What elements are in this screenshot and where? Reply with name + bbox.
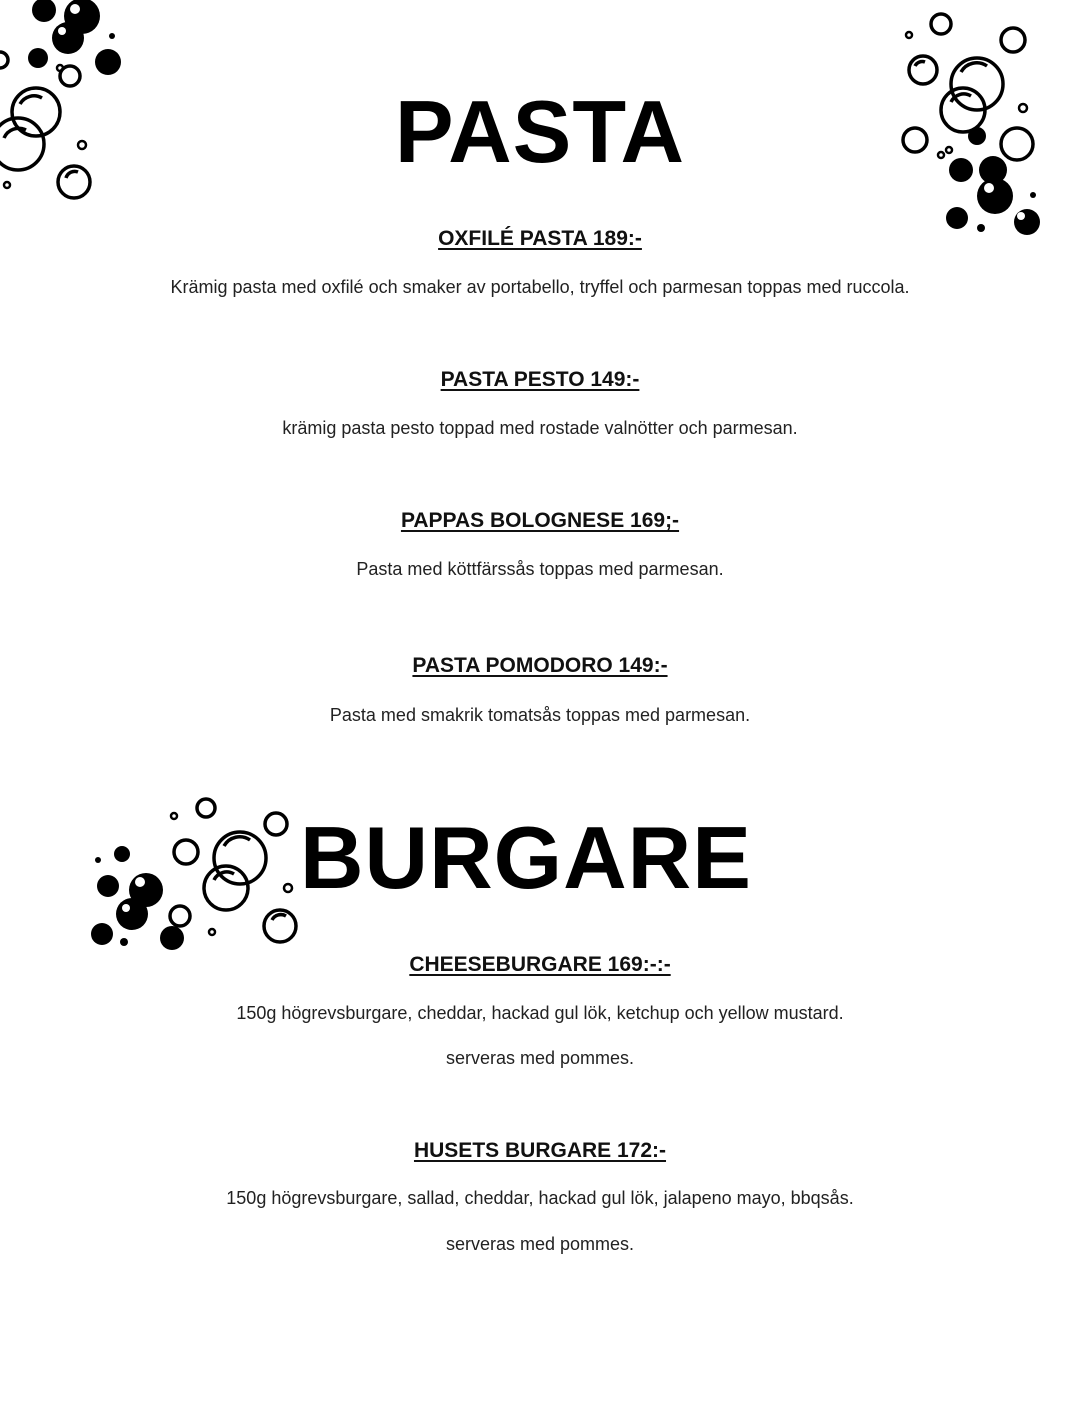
burgare-section-title: BURGARE	[300, 808, 752, 907]
pasta-section-title: PASTA	[394, 82, 686, 181]
menu-item-name: CHEESEBURGARE 169:-:-	[409, 953, 671, 976]
menu-item-name: PAPPAS BOLOGNESE 169;-	[400, 509, 680, 532]
menu-item-name: PASTA POMODORO 149:-	[412, 654, 668, 677]
menu-item-name: PASTA PESTO 149:-	[440, 368, 640, 391]
menu-item-description: 150g högrevsburgare, cheddar, hackad gul lök, ketchup och yellow mustard.	[236, 1003, 844, 1023]
menu-item-description: Pasta med köttfärssås toppas med parmesan.	[356, 559, 724, 579]
menu-item-name: HUSETS BURGARE 172:-	[413, 1139, 667, 1162]
menu-item-note: serveras med pommes.	[445, 1048, 635, 1068]
menu-item-description: 150g högrevsburgare, sallad, cheddar, hackad gul lök, jalapeno mayo, bbqsås.	[226, 1188, 854, 1208]
bubbles-icon	[88, 792, 303, 957]
menu-item-description: krämig pasta pesto toppad med rostade valnötter och parmesan.	[282, 418, 798, 438]
menu-item-note: serveras med pommes.	[445, 1234, 635, 1254]
menu-item-name: OXFILÉ PASTA 189:-	[438, 227, 642, 250]
menu-item-description: Pasta med smakrik tomatsås toppas med parmesan.	[329, 705, 751, 725]
menu-item-description: Krämig pasta med oxfilé och smaker av portabello, tryffel och parmesan toppas med ruccola.	[170, 277, 910, 297]
